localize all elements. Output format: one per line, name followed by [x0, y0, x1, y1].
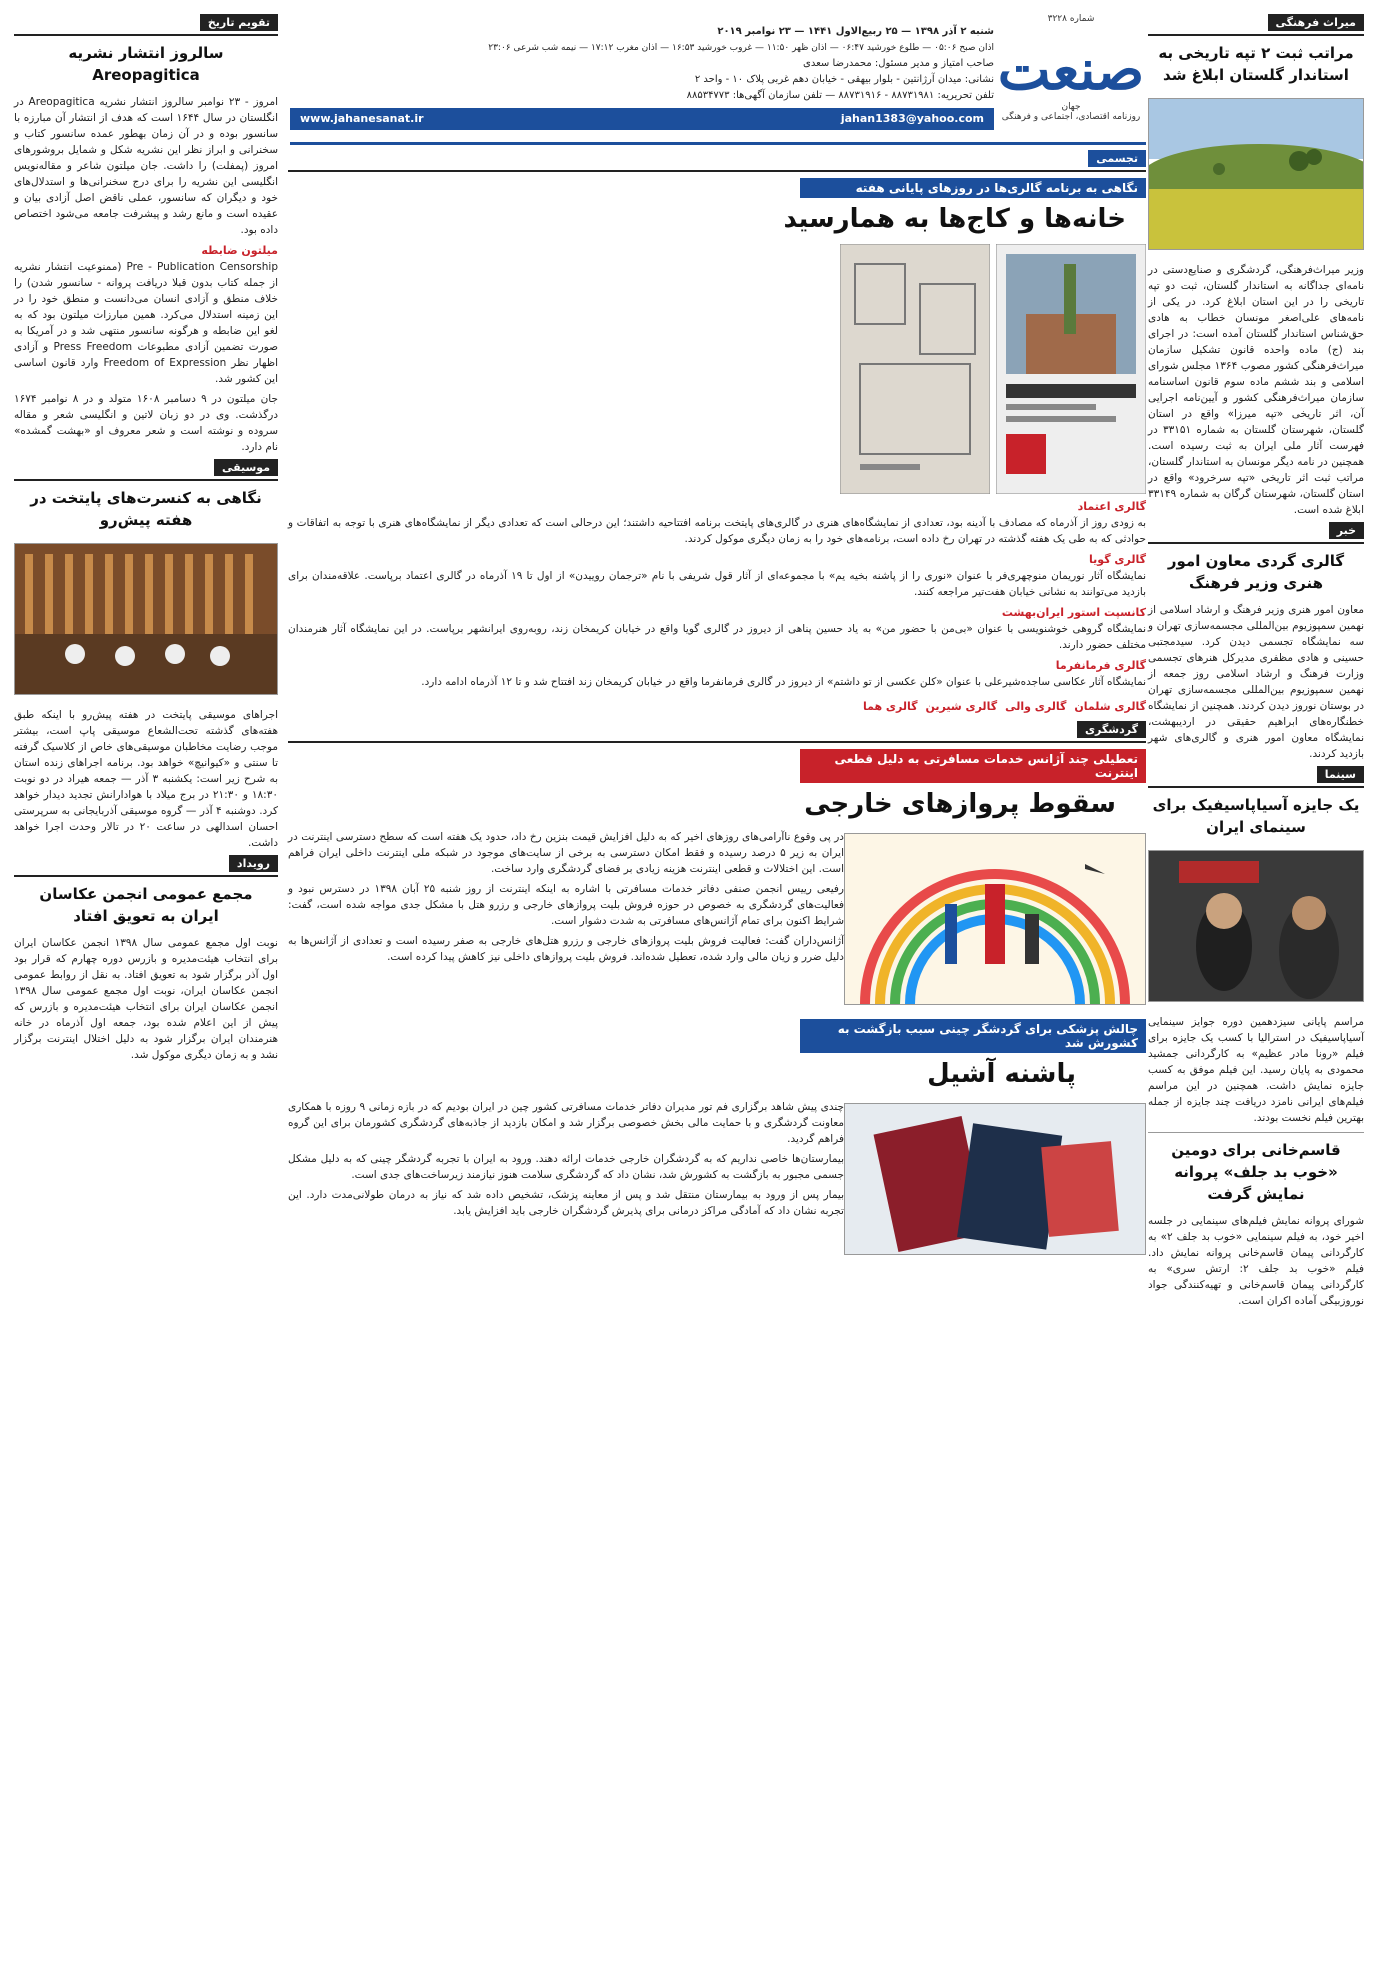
areopagitica-body-c: جان میلتون در ۹ دسامبر ۱۶۰۸ متولد و در ۸ نوامبر ۱۶۷۴ درگذشت. وی در دو زبان لاتین و انگلیسی شعر و مقاله سروده و نوشته است و شعر معروف او «بهشت گمشده» نام دارد.: [14, 393, 278, 453]
section-tag-tourism: گردشگری: [288, 721, 1146, 743]
address: نشانی: میدان آرژانتین - بلوار بیهقی - خیابان دهم غربی پلاک ۱۰ - واحد ۲: [694, 74, 994, 85]
logo: شماره ۳۲۲۸ صنعت جهان روزنامه اقتصادی، اجتماعی و فرهنگی: [997, 14, 1145, 122]
article-qasemkhani-body: شورای پروانه نمایش فیلم‌های سینمایی در جلسه اخیر خود، به فیلم سینمایی «خوب بد جلف ۲» به کارگردانی پیمان قاسم‌خانی پروانه نمایش داد. فیلم «خوب بد جلف ۲: ارتش سری» به کارگردانی پیمان قاسم‌خانی و تهیه‌کنندگی جواد نوروزبیگی آماده اکران است.: [1148, 1215, 1364, 1307]
paper-prefix: جهان: [1061, 102, 1081, 112]
passport-photo: [844, 1103, 1146, 1255]
section-tag-cinema: سینما: [1148, 766, 1364, 788]
milton-subhead: میلتون ضابطه: [201, 244, 278, 257]
gallery-name-1: گالری اعتماد: [1077, 500, 1146, 513]
travel-illustration: [844, 833, 1146, 1005]
section-tag-music: موسیقی: [14, 459, 278, 481]
headline-galleries: خانه‌ها و کاج‌ها به همارسید: [783, 204, 1126, 234]
contact-bar: [290, 108, 994, 130]
article-asia-pacific-body: مراسم پایانی سیزدهمین دوره جوایز سینمایی آسیاپاسیفیک در استرالیا با کسب یک جایزه برای فیلم «رونا مادر عظیم» به کارگردانی جمشید محمودی به پایان رسید. این فیلم موفق به کسب جایزه نمایش داشت. همچنین در این مراسم فیلم‌های ایرانی نامزد دریافت چند جایزه از جمله بهترین فیلم نخست بودند.: [1148, 1016, 1364, 1124]
areopagitica-body-b: Pre - Publication Censorship (ممنوعیت انتشار نشریه از جمله کتاب بدون قبلا دریافت پروانه - سانسور شدن) را خلاف منطق و آزادی انسان می‌دانست و منطق خود را در این زمینه استدلال می‌کرد. همین مبارزات میلتون بود که به لغو این ضابطه و هرگونه سانسور منتهی شد و در آمریکا به صورت تضمین آزادی مطبوعات Press Freedom و آزادی اظهار نظر Freedom of Expression وارد قانون اساسی این کشور شد.: [14, 261, 279, 385]
phones: تلفن تحریریه: ۸۸۷۳۱۹۸۱ - ۸۸۷۳۱۹۱۶ — تلفن سازمان آگهی‌ها: ۸۸۵۳۴۷۷۳: [686, 90, 994, 101]
gallery-name-3: کانسپت استور ایران‌بهشت: [1001, 606, 1146, 619]
gallery-name-8: گالری هما: [862, 700, 918, 713]
email-link[interactable]: jahan1383@yahoo.com: [840, 112, 984, 125]
galleries-body-d: نمایشگاه آثار عکاسی ساجده‌شیرعلی با عنوان «کلن عکسی از تو داشتم» از دیروز در گالری فرمانفرما واقع در خیابان کریمخان زند افتتاح شد و تا ۱۲ آذرماه ادامه دارد.: [421, 676, 1146, 688]
gallery-name-4: گالری شلمان: [1074, 700, 1146, 713]
kicker-flights: تعطیلی چند آژانس خدمات مسافرتی به دلیل قطعی اینترنت: [800, 749, 1146, 783]
heel-body-c: بیمار پس از ورود به بیمارستان منتقل شد و پس از معاینه پزشک، تشخیص داده شد که نیاز به درمان طولانی‌مدت دارد. این تجربه نشان داد که آمادگی مراکز درمانی برای پذیرش گردشگران خارجی باید افزایش یابد.: [288, 1189, 844, 1217]
headline-asia-pacific: یک جایزه آسیاپاسیفیک برای سینمای ایران: [1152, 796, 1360, 836]
flights-body-b: رفیعی رییس انجمن صنفی دفاتر خدمات مسافرتی با اشاره به اینکه اینترنت از روز شنبه ۲۵ آبان ۱۳۹۸ در دسترس نبود و فعالیت‌های گردشگری به خصوص در حوزه فروش بلیت پروازهای خارجی و رزرو هتل با مشکل جدی مواجه شده است، گفت: شرایط اکنون برای تمام آژانس‌های مسافرتی به شدت دشوار است.: [288, 883, 844, 927]
headline-flights: سقوط پروازهای خارجی: [804, 789, 1116, 819]
publisher: صاحب امتیاز و مدیر مسئول: محمدرضا سعدی: [803, 58, 994, 69]
gallery-name-6: گالری فرمانفرما: [1055, 659, 1146, 672]
right-column: [1148, 14, 1364, 1953]
website-link[interactable]: www.jahanesanat.ir: [300, 112, 424, 125]
center-column: [288, 150, 1146, 1953]
poster-left: [996, 244, 1146, 494]
headline-areopagitica: سالروز انتشار نشریه Areopagitica: [68, 44, 224, 84]
headline-qasemkhani: قاسم‌خانی برای دومین «خوب بد جلف» پروانه نمایش گرفت: [1171, 1141, 1341, 1203]
headline-concerts: نگاهی به کنسرت‌های پایتخت در هفته پیش‌رو: [30, 489, 262, 529]
flights-body-c: آژانس‌داران گفت: فعالیت فروش بلیت پروازهای خارجی و رزرو هتل‌های خارجی به صفر رسیده است و تعدادی از آژانس‌ها به دلیل ضرر و زیان مالی وارد شده، تعطیل شده‌اند. فروش بلیت پروازهای داخلی نیز کاهش پیدا کرده است.: [288, 935, 844, 963]
gallery-name-2: گالری گویا: [1089, 553, 1146, 566]
galleries-body-a: به زودی روز از آذرماه که مصادف با آدینه بود، تعدادی از نمایشگاه‌های هنری در گالری‌های پایتخت برنامه افتتاحیه داشتند؛ این درحالی است که تعدادی دیگر از نمایشگاه‌های هنری با توجه به اتفاقات و حوادثی که به طی یک هفته گذشته در تهران رخ داده است، برنامه‌های خود را به زمان دیگری موکول کردند.: [288, 517, 1146, 545]
headline-heritage: مراتب ثبت ۲ تپه تاریخی به استاندار گلستان ابلاغ شد: [1158, 44, 1354, 84]
heel-body-b: بیمارستان‌ها خاصی نداریم که به گردشگران خارجی خدمات ارائه دهند. ورود به ایران با تجربه گردشگر چینی که به دلیل مشکل جسمی مجبور به بازگشت به کشورش شد، نشان داد که گردشگری سلامت هنوز نیازمند زیرساخت‌های جدی است.: [288, 1153, 844, 1181]
article-heritage-body: وزیر میراث‌فرهنگی، گردشگری و صنایع‌دستی در نامه‌ای جداگانه به استاندار گلستان، ثبت دو تپه تاریخی را در این استان ابلاغ کرد. در یکی از نامه‌های علی‌اصغر مونسان خطاب به هادی حق‌شناس استاندار گلستان آمده است: در اجرای بند (ج) ماده واحده قانون تشکیل سازمان میراث‌فرهنگی کشور مصوب ۱۳۶۴ مجلس شورای اسلامی و بند ششم ماده سوم قانون اساسنامه سازمان میراث‌فرهنگی کشور و آیین‌نامه اجرایی آن، اثر تاریخی «تپه میرزا» واقع در استان گلستان، شهرستان گلستان به شماره ۳۳۱۵۱ در فهرست آثار ملی ایران به ثبت رسیده است. همچنین در نامه دیگر مونسان به استاندار گلستان، مراتب ثبت اثر تاریخی «تپه سرخرود» واقع در استان گلستان، شهرستان گرگان به شماره ۳۳۱۴۹ ابلاغ شده است.: [1148, 264, 1365, 516]
concert-photo: [14, 543, 278, 695]
galleries-body-b: نمایشگاه آثار نوریمان منوچهری‌فر با عنوان «نوری را از پاشنه بخیه یم» با مجموعه‌ای از آثار قول شریفی با نام «ترجمان روییدن» از اول تا ۱۹ آذرماه در گالری اعتماد برپاست. علاقه‌مندان برای بازدید می‌توانند به نشانی خیابان هفت‌تیر مراجعه کنند.: [288, 570, 1146, 598]
concerts-body: اجراهای موسیقی پایتخت در هفته پیش‌رو با اینکه طبق هفته‌های گذشته تحت‌الشعاع موسیقی پاپ است، بیشتر موجب رضایت مخاطبان موسیقی‌های خاص از کلاسیک گرفته تا سنتی و «کیوانیچ» خواهد بود. برنامه اجراهای زنده استان به شرح زیر است: یکشنبه ۳ آذر — جمعه هیراد در دو نوبت ۱۸:۳۰ و ۲۱:۳۰ در برج میلاد با هوادارانش تجدید دیدار خواهد کرد. دوشنبه ۴ آذر — گروه موسیقی آذربایجانی به سرپرستی احسان اسدالهی در ساعت ۲۰ در تالار وحدت اجرا خواهد داشت.: [14, 709, 279, 849]
photographers-body: نوبت اول مجمع عمومی سال ۱۳۹۸ انجمن عکاسان ایران برای انتخاب هیئت‌مدیره و بازرس دوره چهارم که قرار بود اول آذر برگزار شود به تعویق افتاد. به نقل از روابط عمومی انجمن عکاسان ایران، نوبت اول مجمع عمومی سال ۱۳۹۸ انجمن عکاسان ایران برای انتخاب هیئت‌مدیره و بازرس که پیش از این اعلام شده بود، جمعه اول آذرماه در خانه هنرمندان ایران برگزار شود به دلیل اختلال اینترنت برگزار نشد و به زمان دیگری موکول شد.: [14, 937, 278, 1061]
areopagitica-body: امروز - ۲۳ نوامبر سالروز انتشار نشریه Areopagitica در انگلستان در سال ۱۶۴۴ است که هدف از انتشار آن مبارزه با سانسور بوده و در آن زمان بهطور عمده سانسور کتاب و سخنرانی و ابراز نظر این نشریه شکل و شمایل بروشورهای امروز (پمفلت) را داشت. جان میلتون شاعر و مقاله‌نویس انگلیسی این نشریه را برای درج سخنرانی‌ها و استدلال‌های خود و دیگران که سانسور، عملی ناقض اصل آزادی بیان و عقیده است و مانع رشد و پیشرفت جامعه می‌شود اختصاص داده بود.: [14, 96, 278, 236]
film-still-photo: [1148, 850, 1364, 1002]
poster-right: [840, 244, 990, 494]
section-tag-heritage: میراث فرهنگی: [1148, 14, 1364, 36]
section-tag-news: خبر: [1148, 522, 1364, 544]
headline-photographers: مجمع عمومی انجمن عکاسان ایران به تعویق افتاد: [39, 885, 253, 925]
left-column: [14, 14, 278, 1953]
headline-heel: پاشنه آشیل: [927, 1059, 1076, 1089]
galleries-body-c: نمایشگاه گروهی خوشنویسی با عنوان «بی‌من با حضور من» به یاد حسین پناهی از دیروز در گالری گویا واقع در خیابان کریمخان زند، روبه‌روی ایرانشهر برپاست. در این نمایشگاه آثار هنرمندان مختلف حضور دارند.: [288, 623, 1146, 651]
gallery-name-5: گالری والی: [1005, 700, 1067, 713]
gallery-name-7: گالری شیرین: [925, 700, 998, 713]
hill-photo: [1148, 98, 1364, 250]
kicker-galleries: نگاهی به برنامه گالری‌ها در روزهای پایانی هفته: [800, 178, 1146, 198]
issue-date: شنبه ۲ آذر ۱۳۹۸ — ۲۵ ربیع‌الاول ۱۴۴۱ — ۲۳ نوامبر ۲۰۱۹: [717, 26, 994, 37]
flights-body-a: در پی وقوع ناآرامی‌های روزهای اخیر که به دلیل افزایش قیمت بنزین رخ داد، حدود یک هفته است که سطح دسترسی اینترنت در ایران به زیر ۵ درصد رسیده و فقط امکان دسترسی به برخی از سایت‌های موجود در شبکه ملی اینترنت داخلی ایران فراهم است. این اختلالات و قطعی اینترنت هزینه زیادی بر فضای گردشگری وارد ساخت.: [288, 831, 844, 875]
heel-body-a: چندی پیش شاهد برگزاری فم تور مدیران دفاتر خدمات مسافرتی کشور چین در ایران بودیم که در بازه زمانی ۹ روزه با همکاری معاونت گردشگری و با حمایت مالی بخش خصوصی برگزار شد و امکان بازدید از جاذبه‌های گردشگری کشورمان برای این گروه فراهم گردید.: [288, 1101, 844, 1145]
masthead-info: [290, 24, 994, 130]
kicker-heel: چالش پزشکی برای گردشگر چینی سبب بازگشت به کشورش شد: [800, 1019, 1146, 1053]
section-tag-visual: تجسمی: [288, 150, 1146, 172]
masthead: [290, 14, 1146, 145]
headline-gallery-tour: گالری گردی معاون امور هنری وزیر فرهنگ: [1167, 552, 1345, 592]
paper-name: صنعت: [997, 37, 1145, 103]
article-gallery-tour-body: معاون امور هنری وزیر فرهنگ و ارشاد اسلامی از نهمین سمپوزیوم بین‌المللی مجسمه‌سازی تهران و سه نمایشگاه تجسمی دیدن کرد. سیدمجتبی حسینی و هادی مظفری مدیرکل هنرهای تجسمی وزارت فرهنگ و ارشاد اسلامی روز جمعه از نهمین سمپوزیوم بین‌المللی مجسمه‌سازی تهران در بوستان نوروز دیدن کردند. همچنین از نمایشگاه خطنگاره‌های ابراهیم حقیقی در اردیبهشت، نمایشگاه معاون امور هنری و گالری‌های شهر بازدید کردند.: [1148, 604, 1364, 760]
section-tag-event: رویداد: [14, 855, 278, 877]
prayer-times: اذان صبح ۰۵:۰۶ — طلوع خورشید ۰۶:۴۷ — اذان ظهر ۱۱:۵۰ — غروب خورشید ۱۶:۵۳ — اذان مغرب ۱۷:۱۲ — نیمه شب شرعی ۲۳:۰۶: [488, 43, 994, 53]
section-tag-calendar: تقویم تاریخ: [14, 14, 278, 36]
paper-desc: روزنامه اقتصادی، اجتماعی و فرهنگی: [1001, 112, 1141, 122]
